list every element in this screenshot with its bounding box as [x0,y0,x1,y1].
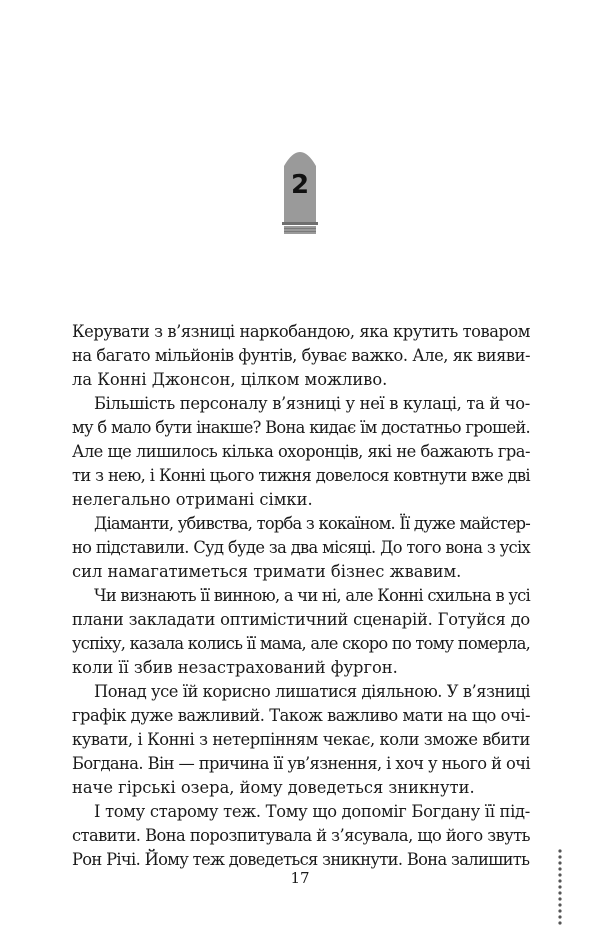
text-line: но підставили. Суд буде за два місяці. До того вона з усіх [72,538,530,557]
text-line: успіху, казала колись її мама, але скоро по тому померла, [72,634,530,653]
text-line: плани закладати оптимістичний сценарій. Готуйся до [72,610,530,629]
text-line: кувати, і Конні з нетерпінням чекає, коли зможе вбити [72,730,530,749]
text-line: сил намагатиметься тримати бізнес жвавим. [72,562,462,581]
text-line: Діаманти, убивства, торба з кокаїном. Її дуже майстер- [94,514,530,533]
text-line: Понад усе їй корисно лишатися діяльною. У в’язниці [94,682,530,701]
text-line: на багато мільйонів фунтів, буває важко. Але, як вияви- [72,346,530,365]
text-line: Керувати з в’язниці наркобандою, яка крутить товаром [72,322,530,341]
text-line: наче гірські озера, йому доведеться зникнути. [72,778,475,797]
text-line: ставити. Вона порозпитувала й з’ясувала, що його звуть [72,826,530,845]
text-line: ла Конні Джонсон, цілком можливо. [72,370,388,389]
text-line: Рон Річі. Йому теж доведеться зникнути. Вона залишить [72,850,530,869]
text-line: Богдана. Він — причина її ув’язнення, і хоч у нього й очі [72,754,530,773]
text-line: коли її збив незастрахований фургон. [72,658,398,677]
text-line: Більшість персоналу в’язниці у неї в кулаці, та й чо- [94,394,530,413]
chapter-number: 2 [290,170,310,200]
text-line: графік дуже важливий. Також важливо мати на що очі- [72,706,530,725]
dotted-edge-marker [556,848,564,928]
text-line: І тому старому теж. Тому що допоміг Богдану її під- [94,802,530,821]
text-line: Але ще лишилось кілька охоронців, які не бажають гра- [72,442,530,461]
text-line: ти з нею, і Конні цього тижня довелося ковтнути вже дві [72,466,530,485]
text-line: нелегально отримані сімки. [72,490,313,509]
page-number: 17 [290,869,310,887]
text-line: му б мало бути інакше? Вона кидає їм достатньо грошей. [72,418,530,437]
chapter-body-text [72,320,530,872]
text-line: Чи визнають її винною, а чи ні, але Конні схильна в усі [94,586,530,605]
